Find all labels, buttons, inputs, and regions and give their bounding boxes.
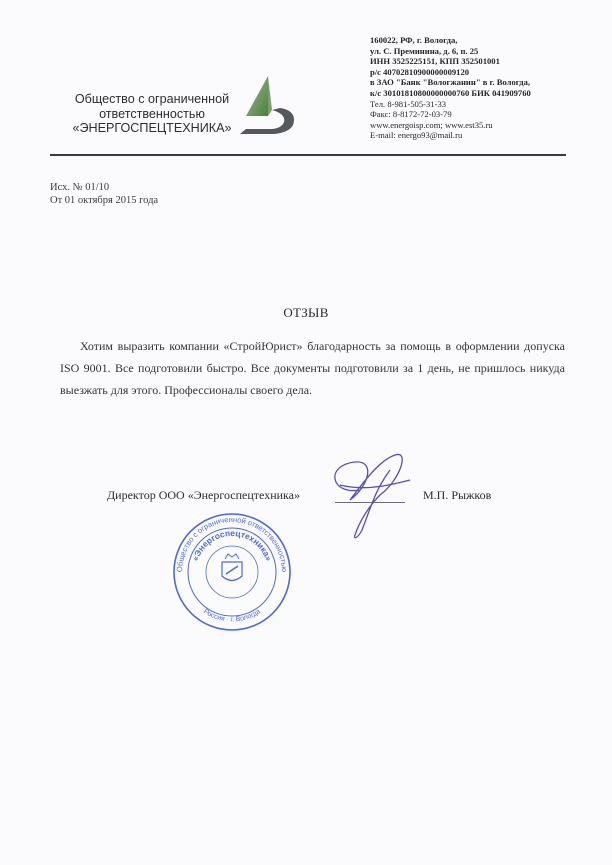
outgoing-number: Исх. № 01/10 bbox=[50, 182, 110, 193]
email: E-mail: energo93@mail.ru bbox=[370, 130, 463, 141]
phone: Тел. 8-981-505-31-33 bbox=[370, 98, 447, 109]
fax: Факс: 8-8172-72-03-79 bbox=[370, 109, 452, 120]
company-stamp bbox=[172, 512, 292, 632]
company-name-line: «ЭНЕРГОСПЕЦТЕХНИКА» bbox=[72, 121, 232, 135]
header-divider bbox=[50, 154, 566, 156]
signatory-name: М.П. Рыжков bbox=[423, 488, 492, 502]
company-address-block bbox=[370, 35, 531, 141]
coat-of-arms-icon bbox=[222, 554, 242, 581]
address-line: 160022, РФ, г. Вологда, bbox=[370, 35, 458, 45]
address-line: к/с 30101810800000000760 БИК 041909760 bbox=[370, 87, 531, 98]
handwritten-signature bbox=[320, 450, 430, 545]
company-logo bbox=[238, 74, 300, 138]
company-name-line: Общество с ограниченной bbox=[74, 92, 230, 106]
document-date: От 01 октября 2015 года bbox=[50, 195, 159, 206]
address-line: в ЗАО "Банк "Вологжанин" в г. Вологда, bbox=[370, 77, 531, 88]
company-name-line: ответственностью bbox=[99, 106, 205, 121]
document-title: ОТЗЫВ bbox=[283, 305, 329, 320]
address-line: ИНН 3525225151, КПП 352501001 bbox=[370, 56, 500, 67]
letter-body: Хотим выразить компании «СтройЮрист» благодарность за помощь в оформлении допуска ISO 9001. Все подготовили быстро. Все документы подготовили за 1 день, не пришлось никуда выезжать для этого. Профессионалы своего дела. bbox=[60, 339, 565, 397]
signatory-position: Директор ООО «Энергоспецтехника» bbox=[107, 488, 301, 502]
svg-text:Общество с ограниченной ответс bbox=[175, 515, 289, 573]
document-reference bbox=[50, 181, 158, 207]
address-line: ул. С. Преминина, д. 6, п. 25 bbox=[370, 45, 479, 56]
address-line: р/с 40702810900000009120 bbox=[370, 66, 470, 77]
stamp-outer-text: Общество с ограниченной ответственностью bbox=[174, 514, 290, 573]
stamp-inner-text: «Энергоспецтехника» bbox=[189, 527, 275, 563]
stamp-bottom-text: Россия · г. Вологда bbox=[202, 608, 262, 624]
company-name bbox=[52, 92, 252, 136]
websites: www.energoisp.com; www.est35.ru bbox=[370, 119, 493, 130]
